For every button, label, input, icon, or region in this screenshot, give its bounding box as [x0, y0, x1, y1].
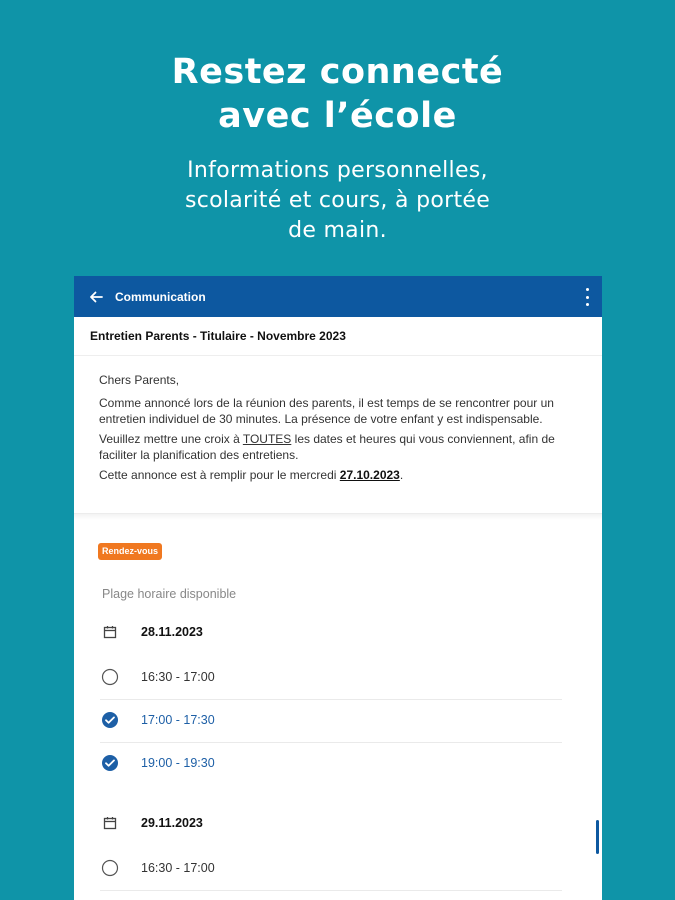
- message-paragraph-1: Comme annoncé lors de la réunion des parents, il est temps de se rencontrer pour un entretien individuel de 30 minutes. La présence de votre enfant y est indispensable.: [99, 396, 554, 426]
- message-paragraph-3: [99, 467, 576, 483]
- message-greeting: Chers Parents,: [99, 373, 180, 387]
- time-slot-label: 16:30 - 17:00: [141, 670, 215, 684]
- arrow-left-icon[interactable]: [85, 286, 107, 308]
- date-label: 28.11.2023: [141, 625, 203, 639]
- time-slot-option[interactable]: [100, 741, 562, 785]
- message-emphasis: TOUTES: [242, 432, 292, 446]
- app-bar: [74, 276, 602, 317]
- date-header: [100, 801, 562, 845]
- section-divider: [74, 513, 602, 520]
- message-body: [74, 356, 602, 513]
- check-circle-icon[interactable]: [100, 753, 120, 773]
- scrollbar-thumb[interactable]: [596, 820, 599, 854]
- app-screen: [74, 276, 602, 900]
- promo-headline: [0, 50, 675, 246]
- promo-title-line1: Restez connecté: [171, 52, 504, 92]
- section-label: Plage horaire disponible: [102, 587, 237, 601]
- message-subject: Entretien Parents - Titulaire - Novembre 2023: [74, 317, 602, 356]
- radio-unchecked-icon[interactable]: [100, 858, 120, 878]
- message-deadline-date: 27.10.2023: [339, 468, 400, 482]
- time-slot-label: 17:00 - 17:30: [141, 713, 215, 727]
- message-paragraph-2-start: Veuillez mettre une croix à: [99, 432, 243, 446]
- more-vert-icon[interactable]: [584, 288, 590, 306]
- promo-subtitle-line3: de main.: [288, 218, 387, 243]
- calendar-icon: [100, 622, 120, 642]
- message-paragraph-2-end: les dates et heures qui vous conviennent, afin de faciliter la planification des entretiens.: [99, 432, 555, 462]
- message-paragraph-3-start: Cette annonce est à remplir pour le mercredi: [99, 468, 340, 482]
- promo-subtitle-line1: Informations personnelles,: [187, 158, 488, 183]
- time-slot-option[interactable]: [100, 846, 562, 891]
- time-slot-label: 19:00 - 19:30: [141, 756, 215, 770]
- promo-title-line2: avec l’école: [218, 96, 457, 136]
- message-paragraph-2: [99, 431, 576, 463]
- promo-subtitle-line2: scolarité et cours, à portée: [184, 188, 491, 213]
- message-paragraph-3-end: .: [399, 468, 404, 482]
- rendezvous-badge: Rendez-vous: [98, 543, 162, 560]
- promo-subtitle: [0, 156, 675, 246]
- time-slot-option[interactable]: [100, 698, 562, 743]
- radio-unchecked-icon[interactable]: [100, 667, 120, 687]
- date-label: 29.11.2023: [141, 816, 203, 830]
- time-slot-option[interactable]: [100, 655, 562, 700]
- date-header: [100, 610, 562, 654]
- check-circle-icon[interactable]: [100, 710, 120, 730]
- time-slot-label: 16:30 - 17:00: [141, 861, 215, 875]
- calendar-icon: [100, 813, 120, 833]
- app-bar-title: Communication: [115, 289, 206, 304]
